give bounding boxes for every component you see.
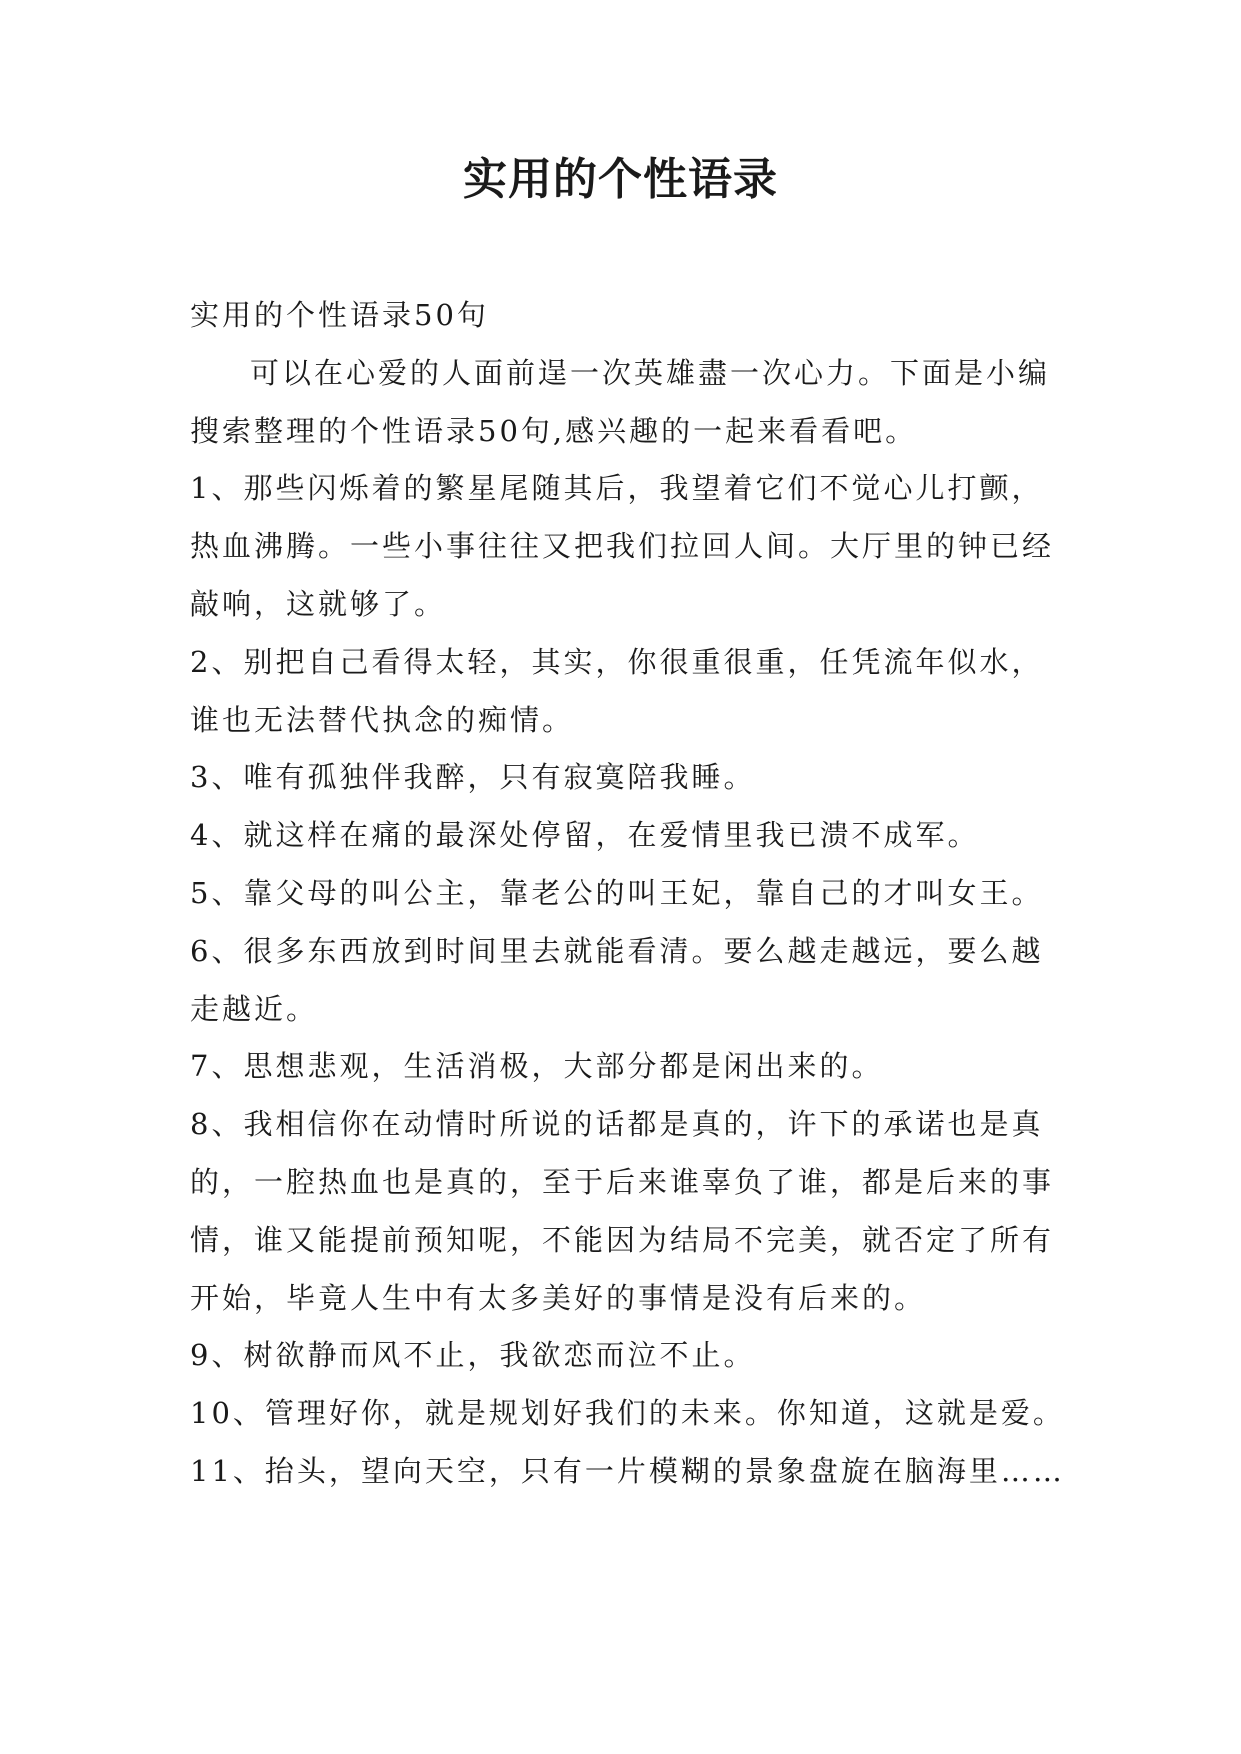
quote-item-4: 4、就这样在痛的最深处停留，在爱情里我已溃不成军。 [190, 818, 980, 853]
quote-item-2: 2、别把自己看得太轻，其实，你很重很重，任凭流年似水，谁也无法替代执念的痴情。 [190, 644, 1044, 737]
document-body [190, 287, 1070, 1501]
document-subtitle: 实用的个性语录50句 [190, 298, 489, 332]
quote-item-9: 9、树欲静而风不止，我欲恋而泣不止。 [190, 1338, 756, 1373]
intro-paragraph: 可以在心爱的人面前逞一次英雄盡一次心力。下面是小编搜索整理的个性语录50句,感兴趣的一起来看看吧。 [190, 355, 1051, 448]
quote-item-10: 10、管理好你，就是规划好我们的未来。你知道，这就是爱。 [190, 1396, 1065, 1431]
quote-item-1: 1、那些闪烁着的繁星尾随其后，我望着它们不觉心儿打颤，热血沸腾。一些小事往往又把我们拉回人间。大厅里的钟已经敲响，这就够了。 [190, 471, 1055, 621]
quote-item-3: 3、唯有孤独伴我醉，只有寂寞陪我睡。 [190, 760, 756, 795]
quote-item-6: 6、很多东西放到时间里去就能看清。要么越走越远，要么越走越近。 [190, 933, 1044, 1026]
quote-item-5: 5、靠父母的叫公主，靠老公的叫王妃，靠自己的才叫女王。 [190, 875, 1044, 910]
quote-item-8: 8、我相信你在动情时所说的话都是真的，许下的承诺也是真的，一腔热血也是真的，至于后来谁辜负了谁，都是后来的事情，谁又能提前预知呢，不能因为结局不完美，就否定了所有开始，毕竟人生中有太多美好的事情是没有后来的。 [190, 1107, 1055, 1315]
document-title: 实用的个性语录 [463, 154, 778, 205]
quote-item-7: 7、思想悲观，生活消极，大部分都是闲出来的。 [190, 1049, 884, 1084]
quote-item-11: 11、抬头，望向天空，只有一片模糊的景象盘旋在脑海里…… [190, 1453, 1065, 1488]
